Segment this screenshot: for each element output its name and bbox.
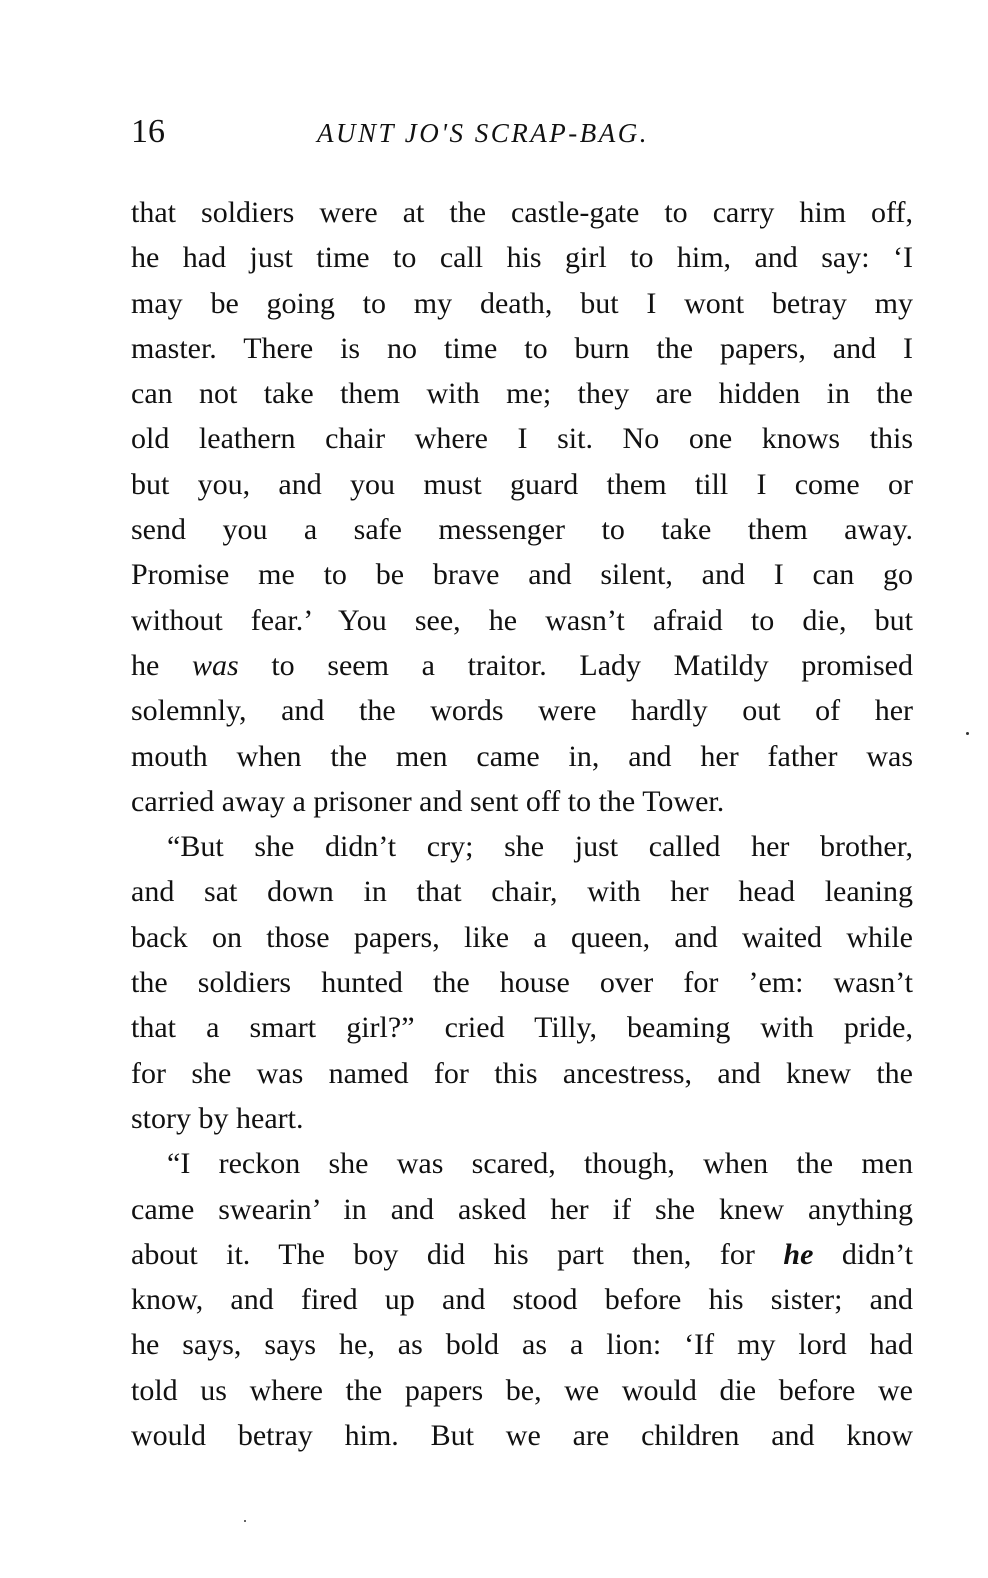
text-line: came swearin’ in and asked her if she knew anything (131, 1192, 913, 1226)
text-line: old leathern chair where I sit. No one knows this (131, 422, 913, 456)
text-line: without fear.’ You see, he wasn’t afraid to die, but (131, 603, 913, 637)
text-line: know, and fired up and stood before his sister; and (131, 1283, 913, 1317)
italic-word: was (191, 648, 239, 682)
text-line: solemnly, and the words were hardly out of her (131, 694, 913, 728)
text-line: story by heart. (131, 1101, 304, 1135)
print-speck (244, 1520, 246, 1522)
italic-word: he (783, 1237, 814, 1271)
text-line: back on those papers, like a queen, and waited while (131, 920, 913, 954)
text-run: didn’t (813, 1237, 913, 1271)
book-title: AUNT JO'S SCRAP-BAG. (317, 118, 649, 148)
text-line: he says, says he, as bold as a lion: ‘If my lord had (131, 1328, 913, 1362)
text-line: the soldiers hunted the house over for ’em: wasn’t (131, 966, 913, 1000)
text-line: Promise me to be brave and silent, and I can go (131, 558, 913, 592)
text-line-with-italic (131, 643, 913, 688)
text-line: that soldiers were at the castle-gate to carry him off, (131, 196, 913, 229)
text-line-with-italic (131, 1232, 913, 1277)
text-line: told us where the papers be, we would die before we (131, 1373, 913, 1407)
text-line: he had just time to call his girl to him, and say: ‘I (131, 241, 913, 275)
paragraph-start: “I reckon she was scared, though, when the men (167, 1147, 913, 1181)
page-number: 16 (131, 113, 165, 150)
text-line: can not take them with me; they are hidden in the (131, 377, 913, 411)
text-line: send you a safe messenger to take them away. (131, 513, 913, 547)
text-line: would betray him. But we are children and know (131, 1419, 913, 1453)
print-speck (966, 732, 969, 735)
text-run: about it. The boy did his part then, for (131, 1237, 784, 1271)
body-text (131, 190, 913, 1458)
paragraph-start: “But she didn’t cry; she just called her brother, (167, 830, 913, 864)
text-line: that a smart girl?” cried Tilly, beaming with pride, (131, 1011, 913, 1045)
text-line: for she was named for this ancestress, and knew the (131, 1056, 913, 1090)
text-line: master. There is no time to burn the papers, and I (131, 331, 913, 365)
text-line: may be going to my death, but I wont betray my (131, 286, 913, 320)
text-run: he (131, 648, 192, 682)
running-head (131, 112, 831, 152)
text-run: to seem a traitor. Lady Matildy promised (238, 648, 913, 682)
text-line: mouth when the men came in, and her father was (131, 739, 913, 773)
text-line: carried away a prisoner and sent off to the Tower. (131, 784, 725, 818)
text-line: and sat down in that chair, with her head leaning (131, 875, 913, 909)
text-line: but you, and you must guard them till I come or (131, 467, 913, 501)
